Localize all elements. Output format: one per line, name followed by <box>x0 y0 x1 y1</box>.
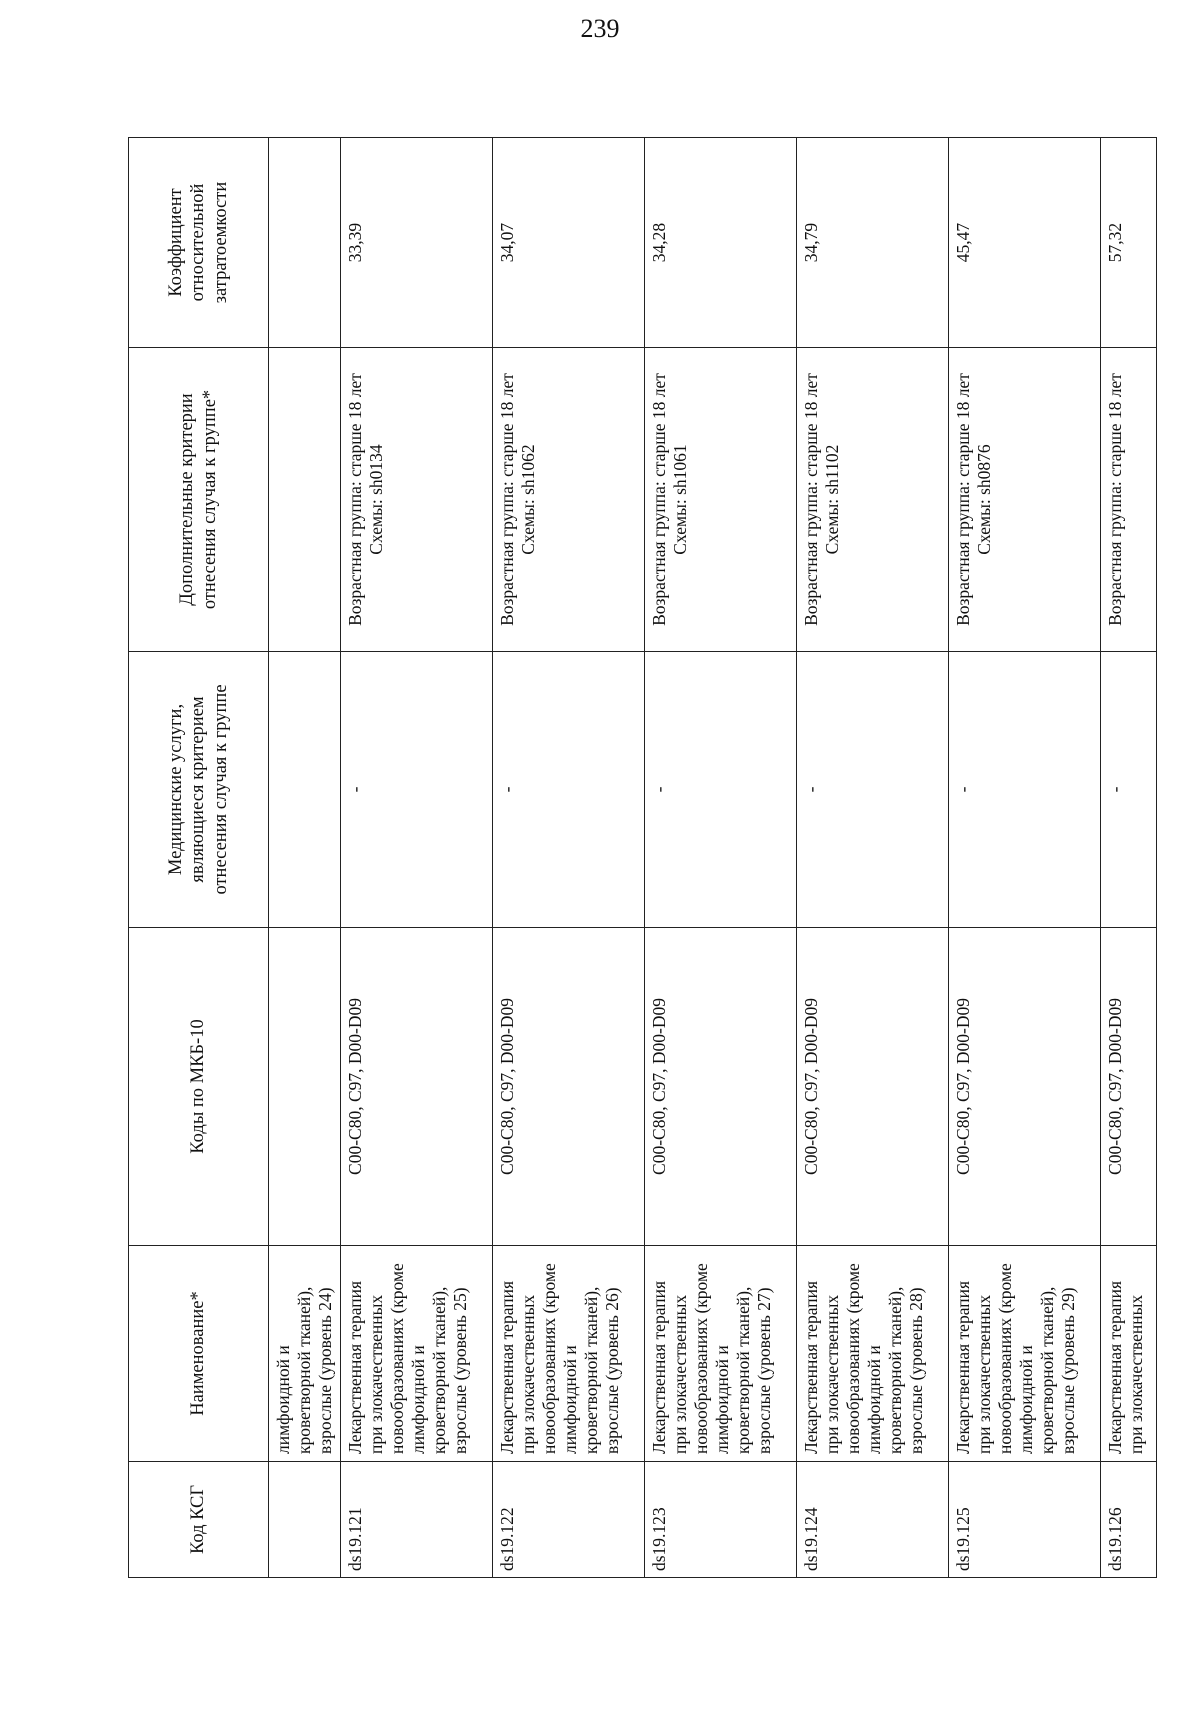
cell-name: Лекарственная терапия при злокачественных новообразованиях (кроме лимфоидной и кроветворной тканей), взрослые (уровень 28) <box>797 1246 949 1462</box>
table-row <box>493 138 645 1578</box>
cell-name: Лекарственная терапия при злокачественных новообразованиях (кроме лимфоидной и кроветворной тканей), взрослые (уровень 29) <box>949 1246 1101 1462</box>
header-coefficient: Коэффициент относительной затратоемкости <box>129 138 269 348</box>
cell-code: ds19.125 <box>949 1462 1101 1578</box>
cell-services: - <box>949 652 1101 928</box>
cell-icd <box>269 928 341 1246</box>
cell-name: Лекарственная терапия при злокачественных новообразованиях (кроме лимфоидной и кроветворной тканей), взрослые (уровень 25) <box>341 1246 493 1462</box>
cell-services: - <box>797 652 949 928</box>
header-ksg-code: Код КСГ <box>129 1462 269 1578</box>
cell-services <box>269 652 341 928</box>
cell-coef: 33,39 <box>341 138 493 348</box>
cell-coef: 34,79 <box>797 138 949 348</box>
cell-criteria: Возрастная группа: старше 18 лет Схемы: sh1062 <box>493 348 645 652</box>
cell-icd: C00-C80, C97, D00-D09 <box>645 928 797 1246</box>
table-header-row <box>129 138 269 1578</box>
table-row <box>341 138 493 1578</box>
header-medical-services: Медицинские услуги, являющиеся критерием отнесения случая к группе <box>129 652 269 928</box>
cell-code: ds19.123 <box>645 1462 797 1578</box>
cell-criteria: Возрастная группа: старше 18 лет Схемы: sh1061 <box>645 348 797 652</box>
cell-coef: 57,32 <box>1101 138 1157 348</box>
cell-services: - <box>493 652 645 928</box>
cell-name: Лекарственная терапия при злокачественных новообразованиях (кроме лимфоидной и кроветворной тканей), взрослые (уровень 26) <box>493 1246 645 1462</box>
header-name: Наименование* <box>129 1246 269 1462</box>
cell-criteria: Возрастная группа: старше 18 лет Схемы: sh0134 <box>341 348 493 652</box>
table-row-continued <box>269 138 341 1578</box>
cell-code: ds19.124 <box>797 1462 949 1578</box>
cell-criteria: Возрастная группа: старше 18 лет <box>1101 348 1157 652</box>
cell-coef: 45,47 <box>949 138 1101 348</box>
cell-code: ds19.126 <box>1101 1462 1157 1578</box>
cell-coef: 34,28 <box>645 138 797 348</box>
table-row <box>949 138 1101 1578</box>
cell-name: Лекарственная терапия при злокачественных <box>1101 1246 1157 1462</box>
cell-coef: 34,07 <box>493 138 645 348</box>
cell-icd: C00-C80, C97, D00-D09 <box>493 928 645 1246</box>
header-icd-codes: Коды по МКБ-10 <box>129 928 269 1246</box>
cell-services: - <box>645 652 797 928</box>
cell-icd: C00-C80, C97, D00-D09 <box>949 928 1101 1246</box>
cell-criteria: Возрастная группа: старше 18 лет Схемы: sh0876 <box>949 348 1101 652</box>
table-row <box>797 138 949 1578</box>
cell-icd: C00-C80, C97, D00-D09 <box>341 928 493 1246</box>
cell-name: лимфоидной и кроветворной тканей), взрослые (уровень 24) <box>269 1246 341 1462</box>
cell-services: - <box>341 652 493 928</box>
cell-code <box>269 1462 341 1578</box>
cell-coef <box>269 138 341 348</box>
cell-code: ds19.122 <box>493 1462 645 1578</box>
cell-icd: C00-C80, C97, D00-D09 <box>797 928 949 1246</box>
cell-services: - <box>1101 652 1157 928</box>
page-number: 239 <box>580 14 620 43</box>
rotated-table-container <box>128 138 1146 1578</box>
cell-code: ds19.121 <box>341 1462 493 1578</box>
table-row <box>645 138 797 1578</box>
table-row-truncated <box>1101 138 1157 1578</box>
header-additional-criteria: Дополнительные критерии отнесения случая к группе* <box>129 348 269 652</box>
ksg-table <box>128 137 1157 1578</box>
cell-name: Лекарственная терапия при злокачественных новообразованиях (кроме лимфоидной и кроветворной тканей), взрослые (уровень 27) <box>645 1246 797 1462</box>
cell-icd: C00-C80, C97, D00-D09 <box>1101 928 1157 1246</box>
cell-criteria: Возрастная группа: старше 18 лет Схемы: sh1102 <box>797 348 949 652</box>
cell-criteria <box>269 348 341 652</box>
